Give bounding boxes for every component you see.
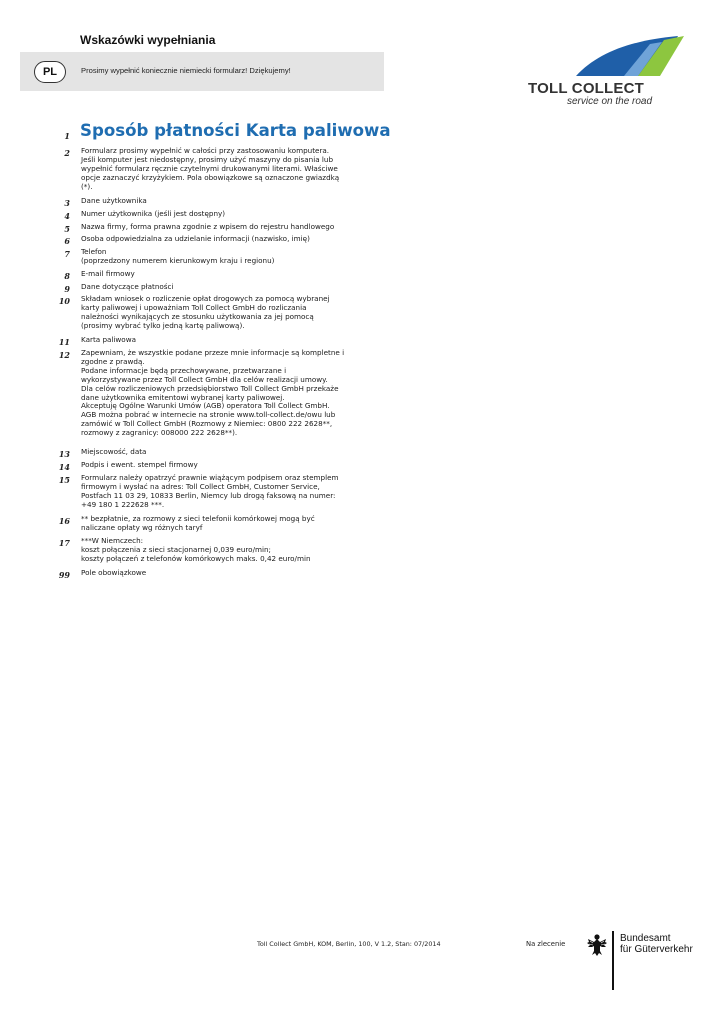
item-text: Pole obowiązkowe <box>81 568 147 577</box>
item-number: 8 <box>64 271 70 281</box>
item-number: 7 <box>64 249 70 259</box>
item-text: Składam wniosek o rozliczenie opłat drogowych za pomocą wybranej karty paliwowej i upoważniam Toll Collect GmbH do rozliczania należności wynikających ze stosunku użytkowania za jej pomocą (prosimy wybrać tylko jedną kartę paliwową). <box>81 294 330 330</box>
footer-on-behalf: Na zlecenie <box>526 940 566 948</box>
item-number: 3 <box>64 198 70 208</box>
item-text: ** bezpłatnie, za rozmowy z sieci telefonii komórkowej mogą być naliczane opłaty wg różnych taryf <box>81 514 315 532</box>
item-number: 11 <box>58 337 70 347</box>
item-text: Podpis i ewent. stempel firmowy <box>81 460 198 469</box>
item-number: 17 <box>58 538 70 548</box>
item-text: Formularz prosimy wypełnić w całości przy zastosowaniu komputera. Jeśli komputer jest niedostępny, prosimy użyć maszyny do pisania lub wypełnić formularz ręcznie czytelnymi drukowanymi literami. Właściwe opcje zaznaczyć krzyżykiem. Pola obowiązkowe są oznaczone gwiazdką (*). <box>81 146 340 191</box>
document-title: Sposób płatności Karta paliwowa <box>80 121 391 140</box>
item-number: 12 <box>58 350 70 360</box>
item-text: Karta paliwowa <box>81 335 136 344</box>
item-number: 10 <box>58 296 70 306</box>
logo-stripes-icon <box>528 34 688 80</box>
item-text: Miejscowość, data <box>81 447 147 456</box>
item-number: 9 <box>64 284 70 294</box>
toll-collect-logo <box>528 34 688 110</box>
footer-imprint: Toll Collect GmbH, KOM, Berlin, 100, V 1.2, Stan: 07/2014 <box>257 940 441 948</box>
item-number: 1 <box>64 131 70 141</box>
item-text: Nazwa firmy, forma prawna zgodnie z wpisem do rejestru handlowego <box>81 222 335 231</box>
item-text: Formularz należy opatrzyć prawnie wiążącym podpisem oraz stemplem firmowym i wysłać na adres: Toll Collect GmbH, Customer Service, Postfach 11 03 29, 10833 Berlin, Niemcy lub drogą faksową na numer: +49 180 1 222628 ***. <box>81 473 339 509</box>
item-number: 13 <box>58 449 70 459</box>
language-note: Prosimy wypełnić koniecznie niemiecki formularz! Dziękujemy! <box>81 66 291 75</box>
item-text: Telefon (poprzedzony numerem kierunkowym kraju i regionu) <box>81 247 275 265</box>
page-header-title: Wskazówki wypełniania <box>80 33 216 47</box>
item-number: 4 <box>64 211 70 221</box>
item-number: 16 <box>58 516 70 526</box>
agency-divider <box>612 931 614 990</box>
item-text: Dane użytkownika <box>81 196 147 205</box>
item-number: 14 <box>58 462 70 472</box>
item-text: Zapewniam, że wszystkie podane przeze mnie informacje są kompletne i zgodne z prawdą. Podane informacje będą przechowywane, przetwarzane i wykorzystywane przez Toll Collect GmbH dla celów realizacji umowy. Dla celów rozliczeniowych przedsiębiorstwo Toll Collect GmbH przekaże dane użytkownika emitentowi wybranej karty paliwowej. Akceptuję Ogólne Warunki Umów (AGB) operatora Toll Collect GmbH. AGB można pobrać w internecie na stronie www.toll-collect.de/owu lub zamówić w Toll Collect GmbH (Rozmowy z Niemiec: 0800 222 2628**, rozmowy z zagranicy: 008000 222 2628**). <box>81 348 345 438</box>
item-number: 5 <box>64 224 70 234</box>
agency-name: Bundesamt für Güterverkehr <box>620 933 693 955</box>
item-text: ***W Niemczech: koszt połączenia z sieci stacjonarnej 0,039 euro/min; koszty połączeń z telefonów komórkowych maks. 0,42 euro/min <box>81 536 311 563</box>
item-number: 2 <box>64 148 70 158</box>
item-text: Osoba odpowiedzialna za udzielanie informacji (nazwisko, imię) <box>81 234 310 243</box>
language-badge: PL <box>34 61 66 83</box>
item-text: Numer użytkownika (jeśli jest dostępny) <box>81 209 226 218</box>
item-number: 15 <box>58 475 70 485</box>
logo-name: TOLL COLLECT <box>528 80 645 97</box>
federal-eagle-icon <box>586 933 608 957</box>
item-text: Dane dotyczące płatności <box>81 282 174 291</box>
logo-slogan: service on the road <box>567 96 653 107</box>
item-text: E-mail firmowy <box>81 269 135 278</box>
item-number: 99 <box>58 570 70 580</box>
item-number: 6 <box>64 236 70 246</box>
language-bar <box>20 52 384 91</box>
